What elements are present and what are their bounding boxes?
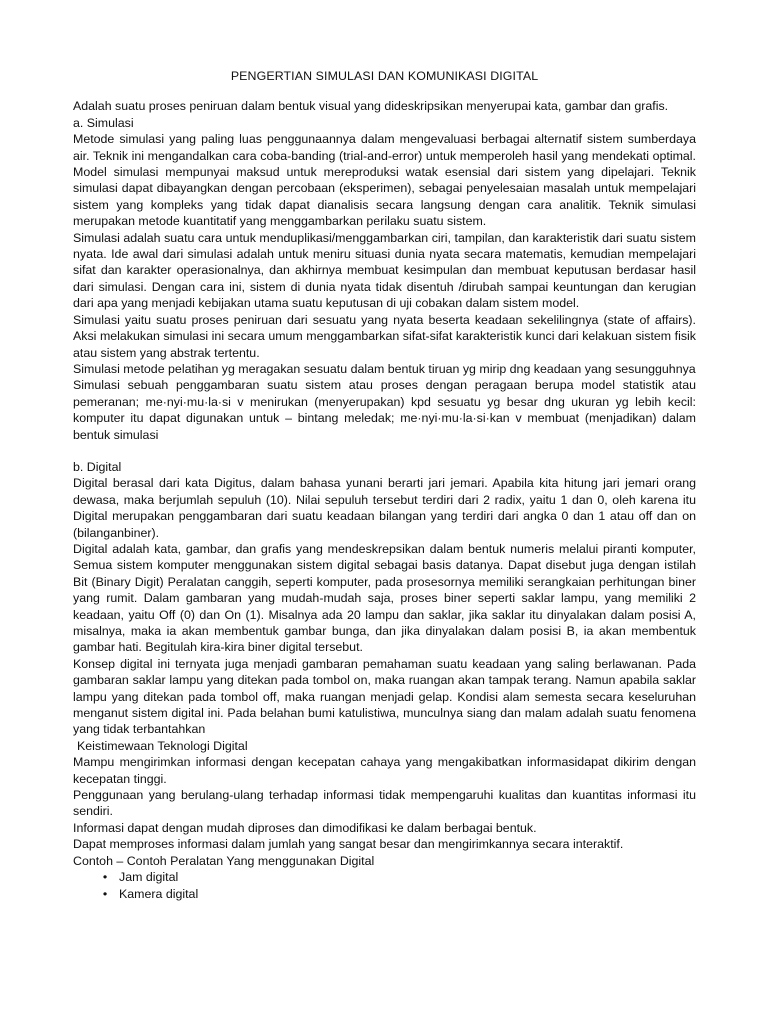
bullet-icon: •	[102, 870, 108, 885]
list-item	[99, 869, 696, 885]
section-heading-digital: b. Digital	[73, 459, 122, 474]
list-item-label: Jam digital	[119, 870, 179, 885]
feature-item-4: Dapat memproses informasi dalam jumlah yang sangat besar dan mengirimkannya secara interaktif.	[73, 837, 624, 852]
examples-list	[73, 869, 696, 902]
document-title: PENGERTIAN SIMULASI DAN KOMUNIKASI DIGITAL	[230, 69, 539, 83]
digital-paragraph-2: Digital adalah kata, gambar, dan grafis yang mendeskrepsikan dalam bentuk numeris melalui piranti komputer, Semua sistem komputer menggunakan sistem digital sebagai basis datanya. Dapat disebut juga dengan istilah Bit (Binary Digit) Peralatan canggih, seperti komputer, pada prosesornya memiliki serangkaian perhitungan biner yang rumit. Dalam gambaran yang mudah-mudah saja, proses biner seperti saklar lampu, yang memiliki 2 keadaan, yaitu Off (0) dan On (1). Misalnya ada 20 lampu dan saklar, jika saklar itu dinyalakan dalam posisi A, misalnya, maka ia akan membentuk gambar bunga, dan jika dinyalakan dalam posisi B, ia akan membentuk gambar hati. Begitulah kira-kira biner digital tersebut.	[73, 541, 696, 655]
section-spacer	[73, 443, 696, 459]
feature-item-3: Informasi dapat dengan mudah diproses dan dimodifikasi ke dalam berbagai bentuk.	[73, 820, 537, 835]
intro-paragraph: Adalah suatu proses peniruan dalam bentuk visual yang dideskripsikan menyerupai kata, gambar dan grafis.	[73, 99, 669, 114]
simulasi-paragraph-2: Simulasi adalah suatu cara untuk menduplikasi/menggambarkan ciri, tampilan, dan karakteristik dari suatu sistem nyata. Ide awal dari simulasi adalah untuk meniru situasi dunia nyata secara matematis, kemudian mempelajari sifat dan karakter operasionalnya, dan akhirnya membuat kesimpulan dan membuat keputusan berdasar hasil dari simulasi. Dengan cara ini, sistem di dunia nyata tidak disentuh /dirubah sampai keuntungan dan kerugian dari apa yang menjadi kebijakan utama suatu keputusan di uji cobakan dalam sistem model.	[73, 230, 696, 311]
digital-paragraph-3: Konsep digital ini ternyata juga menjadi gambaran pemahaman suatu keadaan yang saling berlawanan. Pada gambaran saklar lampu yang ditekan pada tombol on, maka ruangan akan tampak terang. Namun apabila saklar lampu yang ditekan pada tombol off, maka ruangan menjadi gelap. Kondisi alam semesta secara keseluruhan menganut sistem digital ini. Pada belahan bumi katulistiwa, munculnya siang dan malam adalah suatu fenomena yang tidak terbantahkan	[73, 656, 696, 737]
section-heading-simulasi: a. Simulasi	[73, 115, 134, 130]
list-item	[99, 886, 696, 902]
section-simulasi	[73, 115, 696, 443]
features-title: Keistimewaan Teknologi Digital	[77, 738, 248, 753]
list-item-label: Kamera digital	[119, 886, 199, 901]
simulasi-paragraph-1: Metode simulasi yang paling luas penggunaannya dalam mengevaluasi berbagai alternatif sistem sumberdaya air. Teknik ini mengandalkan cara coba-banding (trial-and-error) untuk memperoleh hasil yang mendekati optimal. Model simulasi mempunyai maksud untuk mereproduksi watak esensial dari sistem yang dipelajari. Teknik simulasi dapat dibayangkan dengan percobaan (eksperimen), sebagai penyelesaian masalah untuk mempelajari sistem yang kompleks yang tidak dapat dianalisis secara langsung dengan cara analitik. Teknik simulasi merupakan metode kuantitatif yang menggambarkan perilaku suatu sistem.	[73, 132, 696, 229]
simulasi-paragraph-3: Simulasi yaitu suatu proses peniruan dari sesuatu yang nyata beserta keadaan sekelilingnya (state of affairs). Aksi melakukan simulasi ini secara umum menggambarkan sifat-sifat karakteristik kunci dari kelakuan sistem fisik atau sistem yang abstrak tertentu.	[73, 312, 696, 360]
section-digital	[73, 459, 696, 902]
simulasi-paragraph-4: Simulasi metode pelatihan yg meragakan sesuatu dalam bentuk tiruan yg mirip dng keadaan yang sesungguhnya	[73, 361, 696, 376]
simulasi-paragraph-5: Simulasi sebuah penggambaran suatu sistem atau proses dengan peragaan berupa model statistik atau pemeranan; me·nyi·mu·la·si v menirukan (menyerupakan) kpd sesuatu yg besar dng ukuran yg lebih kecil: komputer itu dapat digunakan untuk – bintang meledak; me·nyi·mu·la·si·kan v membuat (menjadikan) dalam bentuk simulasi	[73, 378, 696, 442]
digital-paragraph-1: Digital berasal dari kata Digitus, dalam bahasa yunani berarti jari jemari. Apabila kita hitung jari jemari orang dewasa, maka berjumlah sepuluh (10). Nilai sepuluh tersebut terdiri dari 2 radix, yaitu 1 dan 0, oleh karena itu Digital merupakan penggambaran dari suatu keadaan bilangan yang terdiri dari angka 0 dan 1 atau off dan on (bilanganbiner).	[73, 476, 696, 540]
bullet-icon: •	[102, 886, 108, 901]
feature-item-1: Mampu mengirimkan informasi dengan kecepatan cahaya yang mengakibatkan informasidapat dikirim dengan kecepatan tinggi.	[73, 755, 696, 786]
examples-title: Contoh – Contoh Peralatan Yang menggunakan Digital	[73, 853, 375, 868]
feature-item-2: Penggunaan yang berulang-ulang terhadap informasi tidak mempengaruhi kualitas dan kuantitas informasi itu sendiri.	[73, 788, 696, 819]
